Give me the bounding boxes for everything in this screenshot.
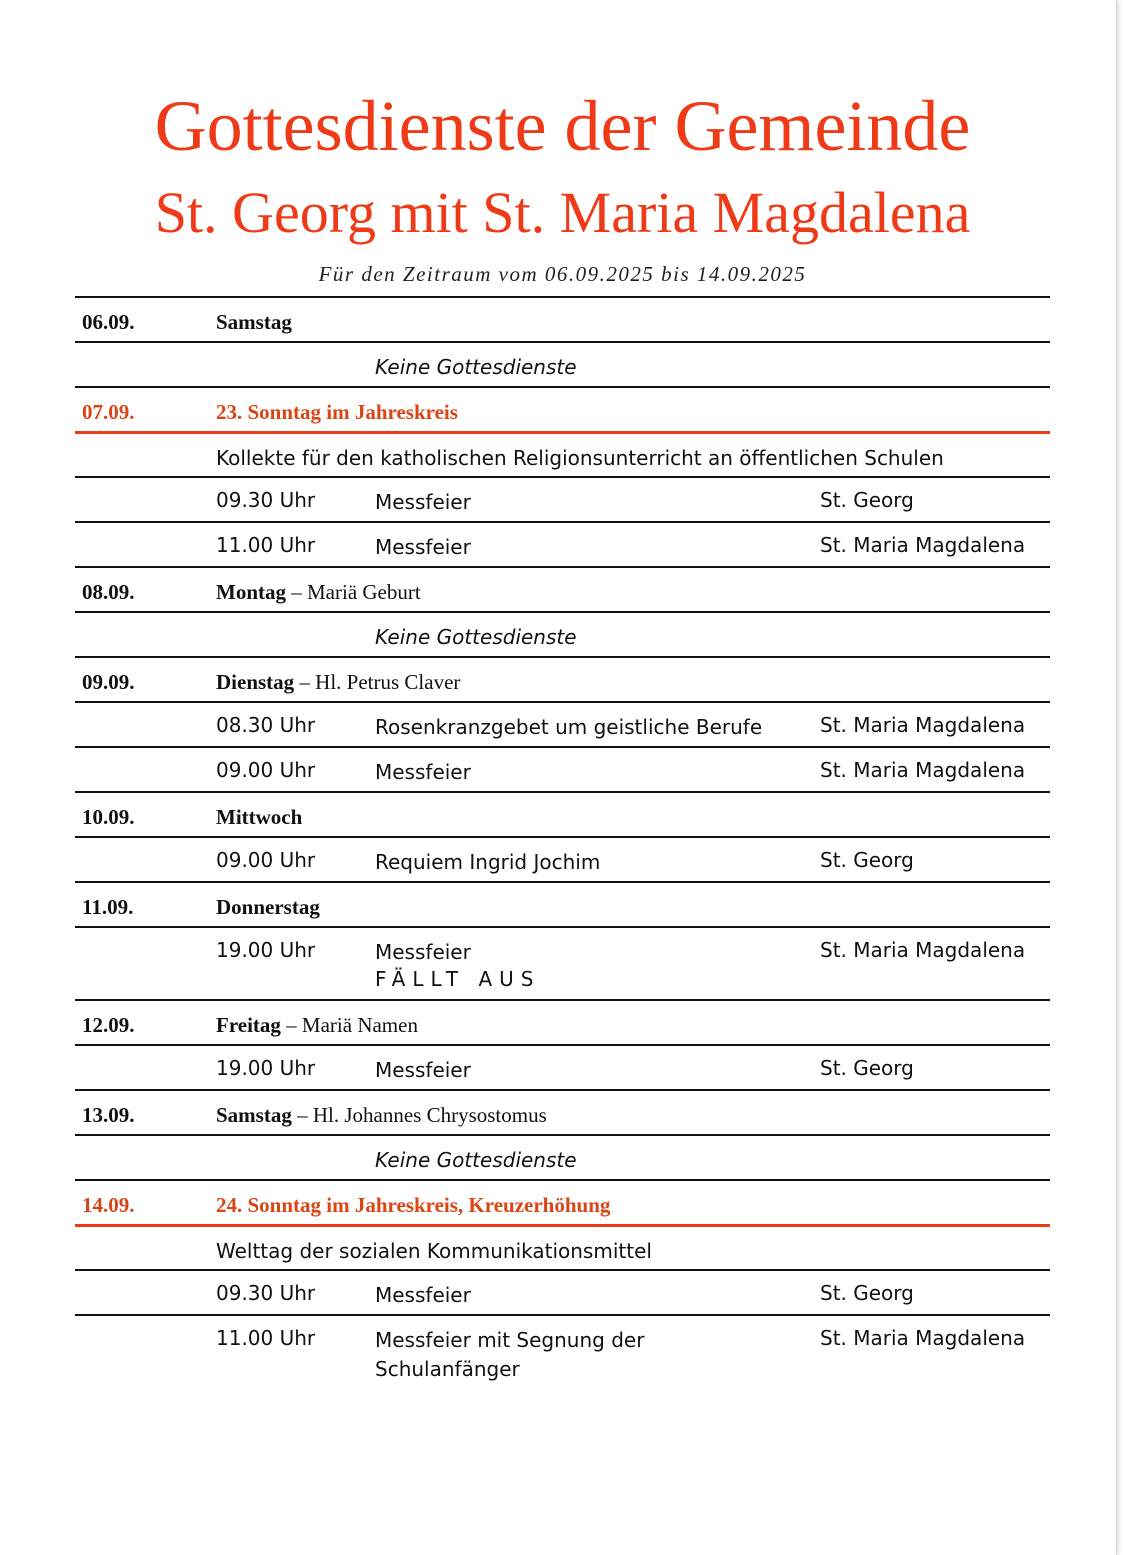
service-event xyxy=(375,1326,644,1384)
weekday: Donnerstag xyxy=(216,895,320,919)
day-header-row xyxy=(75,881,1050,926)
day-header-row-sunday xyxy=(75,386,1050,431)
service-schedule xyxy=(75,296,1050,1394)
feast-name: – Mariä Namen xyxy=(280,1013,418,1037)
service-event: Messfeier xyxy=(375,940,471,964)
service-place: St. Georg xyxy=(820,1281,914,1305)
day-header-row xyxy=(75,1089,1050,1134)
date-label: 09.09. xyxy=(82,670,135,694)
day-label xyxy=(216,805,302,830)
period-line: Für den Zeitraum vom 06.09.2025 bis 14.09.2025 xyxy=(318,262,807,286)
service-event: Messfeier xyxy=(375,1058,471,1082)
no-service-text: Keine Gottesdienste xyxy=(375,625,577,649)
day-header-row xyxy=(75,791,1050,836)
date-label: 11.09. xyxy=(82,895,134,919)
service-event: Messfeier xyxy=(375,760,471,784)
feast-name: – Hl. Petrus Claver xyxy=(294,670,461,694)
day-label xyxy=(216,310,292,335)
no-service-row xyxy=(75,611,1050,656)
service-row xyxy=(75,746,1050,791)
date-label: 10.09. xyxy=(82,805,135,829)
day-header-row xyxy=(75,566,1050,611)
service-place: St. Maria Magdalena xyxy=(820,758,1026,782)
service-time: 09.30 Uhr xyxy=(216,488,316,512)
no-service-text: Keine Gottesdienste xyxy=(375,1148,577,1172)
no-service-row xyxy=(75,341,1050,386)
weekday: 24. Sonntag im Jahreskreis, Kreuzerhöhung xyxy=(216,1193,611,1217)
service-place: St. Maria Magdalena xyxy=(820,533,1026,557)
service-time: 19.00 Uhr xyxy=(216,1056,316,1080)
service-time: 09.00 Uhr xyxy=(216,758,316,782)
service-row xyxy=(75,1044,1050,1089)
date-label: 07.09. xyxy=(82,400,135,424)
service-row-cancelled xyxy=(75,926,1050,999)
service-event: Messfeier xyxy=(375,490,471,514)
day-label xyxy=(216,1103,547,1128)
service-event-line1: Messfeier mit Segnung der xyxy=(375,1328,645,1352)
service-time: 11.00 Uhr xyxy=(216,1326,316,1350)
service-place: St. Georg xyxy=(820,488,914,512)
service-event: Messfeier xyxy=(375,1283,471,1307)
day-header-row-sunday xyxy=(75,1179,1050,1224)
weekday: Dienstag xyxy=(216,670,295,694)
feast-name: – Hl. Johannes Chrysostomus xyxy=(291,1103,547,1127)
no-service-text: Keine Gottesdienste xyxy=(375,355,577,379)
note-row xyxy=(75,1224,1050,1269)
cancelled-badge: FÄLLT AUS xyxy=(375,967,541,991)
weekday: Montag xyxy=(216,580,286,604)
weekday: Samstag xyxy=(216,310,292,334)
weekday: Samstag xyxy=(216,1103,292,1127)
day-label xyxy=(216,670,460,695)
service-row xyxy=(75,476,1050,521)
service-time: 11.00 Uhr xyxy=(216,533,316,557)
page-title: Gottesdienste der Gemeinde xyxy=(154,86,971,166)
service-row xyxy=(75,521,1050,566)
date-label: 06.09. xyxy=(82,310,135,334)
day-label xyxy=(216,1193,610,1218)
date-label: 13.09. xyxy=(82,1103,135,1127)
service-event-line2: Schulanfänger xyxy=(375,1357,520,1381)
service-time: 08.30 Uhr xyxy=(216,713,316,737)
day-header-row xyxy=(75,656,1050,701)
service-row xyxy=(75,1314,1050,1394)
observance-note: Welttag der sozialen Kommunikationsmittel xyxy=(216,1239,652,1263)
page-subtitle-parish: St. Georg mit St. Maria Magdalena xyxy=(154,180,971,245)
service-place: St. Maria Magdalena xyxy=(820,1326,1026,1350)
service-time: 09.00 Uhr xyxy=(216,848,316,872)
weekday: 23. Sonntag im Jahreskreis xyxy=(216,400,458,424)
collection-note: Kollekte für den katholischen Religionsunterricht an öffentlichen Schulen xyxy=(216,446,944,470)
day-header-row xyxy=(75,296,1050,341)
day-label xyxy=(216,1013,418,1038)
day-label xyxy=(216,580,421,605)
day-label xyxy=(216,895,320,920)
service-place: St. Maria Magdalena xyxy=(820,938,1026,962)
weekday: Mittwoch xyxy=(216,805,303,829)
day-label xyxy=(216,400,458,425)
service-time: 09.30 Uhr xyxy=(216,1281,316,1305)
weekday: Freitag xyxy=(216,1013,281,1037)
service-event: Messfeier xyxy=(375,535,471,559)
service-row xyxy=(75,1269,1050,1314)
day-header-row xyxy=(75,999,1050,1044)
date-label: 14.09. xyxy=(82,1193,135,1217)
service-time: 19.00 Uhr xyxy=(216,938,316,962)
service-row xyxy=(75,836,1050,881)
note-row xyxy=(75,431,1050,476)
service-place: St. Georg xyxy=(820,848,914,872)
date-label: 08.09. xyxy=(82,580,135,604)
service-row xyxy=(75,701,1050,746)
service-place: St. Georg xyxy=(820,1056,914,1080)
date-label: 12.09. xyxy=(82,1013,135,1037)
service-place: St. Maria Magdalena xyxy=(820,713,1026,737)
no-service-row xyxy=(75,1134,1050,1179)
service-event: Requiem Ingrid Jochim xyxy=(375,850,601,874)
feast-name: – Mariä Geburt xyxy=(286,580,421,604)
service-event: Rosenkranzgebet um geistliche Berufe xyxy=(375,715,763,739)
